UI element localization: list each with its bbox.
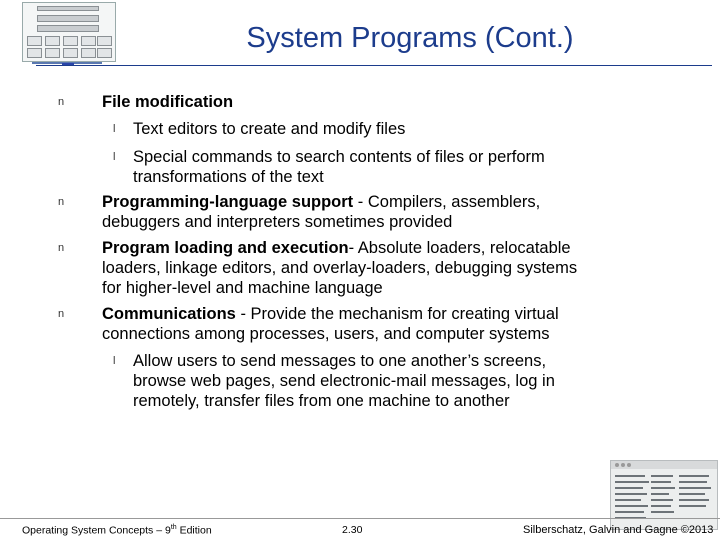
thumbnail-text-line [679, 475, 709, 477]
bullet-communications: Communications - Provide the mechanism for creating virtual connections among processes, users, and computer systems [102, 305, 559, 343]
thumbnail-text-line [679, 505, 706, 507]
thumbnail-text-line [651, 475, 673, 477]
thumbnail-bar [37, 15, 99, 22]
footer-page-number: 2.30 [342, 524, 363, 536]
thumbnail-text-line [615, 487, 643, 489]
thumbnail-box [45, 48, 60, 58]
thumbnail-text-line [679, 481, 707, 483]
thumbnail-box [27, 48, 42, 58]
bullet-programming-language-support: Programming-language support - Compilers, assemblers, debuggers and interpreters sometimes provided [102, 193, 541, 231]
sub-bullet-text-editors: Text editors to create and modify files [133, 120, 406, 138]
window-dot-icon [627, 463, 631, 467]
thumbnail-bar [37, 6, 99, 11]
thumbnail-box [81, 48, 96, 58]
slide-title: System Programs (Cont.) [246, 22, 574, 54]
thumbnail-box [27, 36, 42, 46]
thumbnail-box [45, 36, 60, 46]
thumbnail-text-line [651, 511, 674, 513]
thumbnail-frame [22, 2, 116, 62]
thumbnail-box [63, 48, 78, 58]
thumbnail-box [97, 48, 112, 58]
thumbnail-text-line [651, 505, 671, 507]
window-dot-icon [621, 463, 625, 467]
window-dot-icon [615, 463, 619, 467]
thumbnail-text-line [679, 499, 709, 501]
footer-book-title: Operating System Concepts – 9th Edition [22, 524, 212, 537]
thumbnail-text-line [651, 481, 671, 483]
bullet-icon: n [58, 196, 65, 208]
bullet-program-loading: Program loading and execution- Absolute loaders, relocatable loaders, linkage editors, and overlay-loaders, debugging systems for higher-level and machine language [102, 239, 578, 297]
sub-bullet-icon: l [113, 123, 116, 135]
thumbnail-text-line [615, 481, 649, 483]
bullet-icon: n [58, 242, 65, 254]
thumbnail-text-line [679, 493, 705, 495]
sub-bullet-icon: l [113, 355, 116, 367]
thumbnail-text-line [615, 505, 648, 507]
thumbnail-text-line [651, 487, 675, 489]
bullet-icon: n [58, 96, 65, 108]
thumbnail-box [81, 36, 96, 46]
os-structure-thumbnail [20, 0, 118, 66]
sub-bullet-icon: l [113, 151, 116, 163]
bullet-icon: n [58, 308, 65, 320]
bullet-file-modification: File modification [102, 93, 234, 111]
thumbnail-text-line [651, 499, 673, 501]
thumbnail-text-line [651, 493, 669, 495]
sub-bullet-special-commands: Special commands to search contents of files or perform transformations of the text [133, 148, 545, 186]
thumbnail-text-line [615, 475, 645, 477]
thumbnail-text-line [615, 511, 644, 513]
window-screenshot-thumbnail [610, 460, 718, 530]
footer-copyright: Silberschatz, Galvin and Gagne ©2013 [523, 524, 714, 536]
thumbnail-box [97, 36, 112, 46]
title-divider [36, 65, 712, 66]
thumbnail-bar [37, 25, 99, 32]
thumbnail-text-line [615, 493, 647, 495]
sub-bullet-allow-users: Allow users to send messages to one another’s screens, browse web pages, send electronic-mail messages, log in remotely, transfer files from one machine to another [133, 352, 555, 410]
thumbnail-text-line [615, 499, 641, 501]
thumbnail-box [63, 36, 78, 46]
thumbnail-text-line [679, 487, 711, 489]
footer-divider [0, 518, 720, 519]
